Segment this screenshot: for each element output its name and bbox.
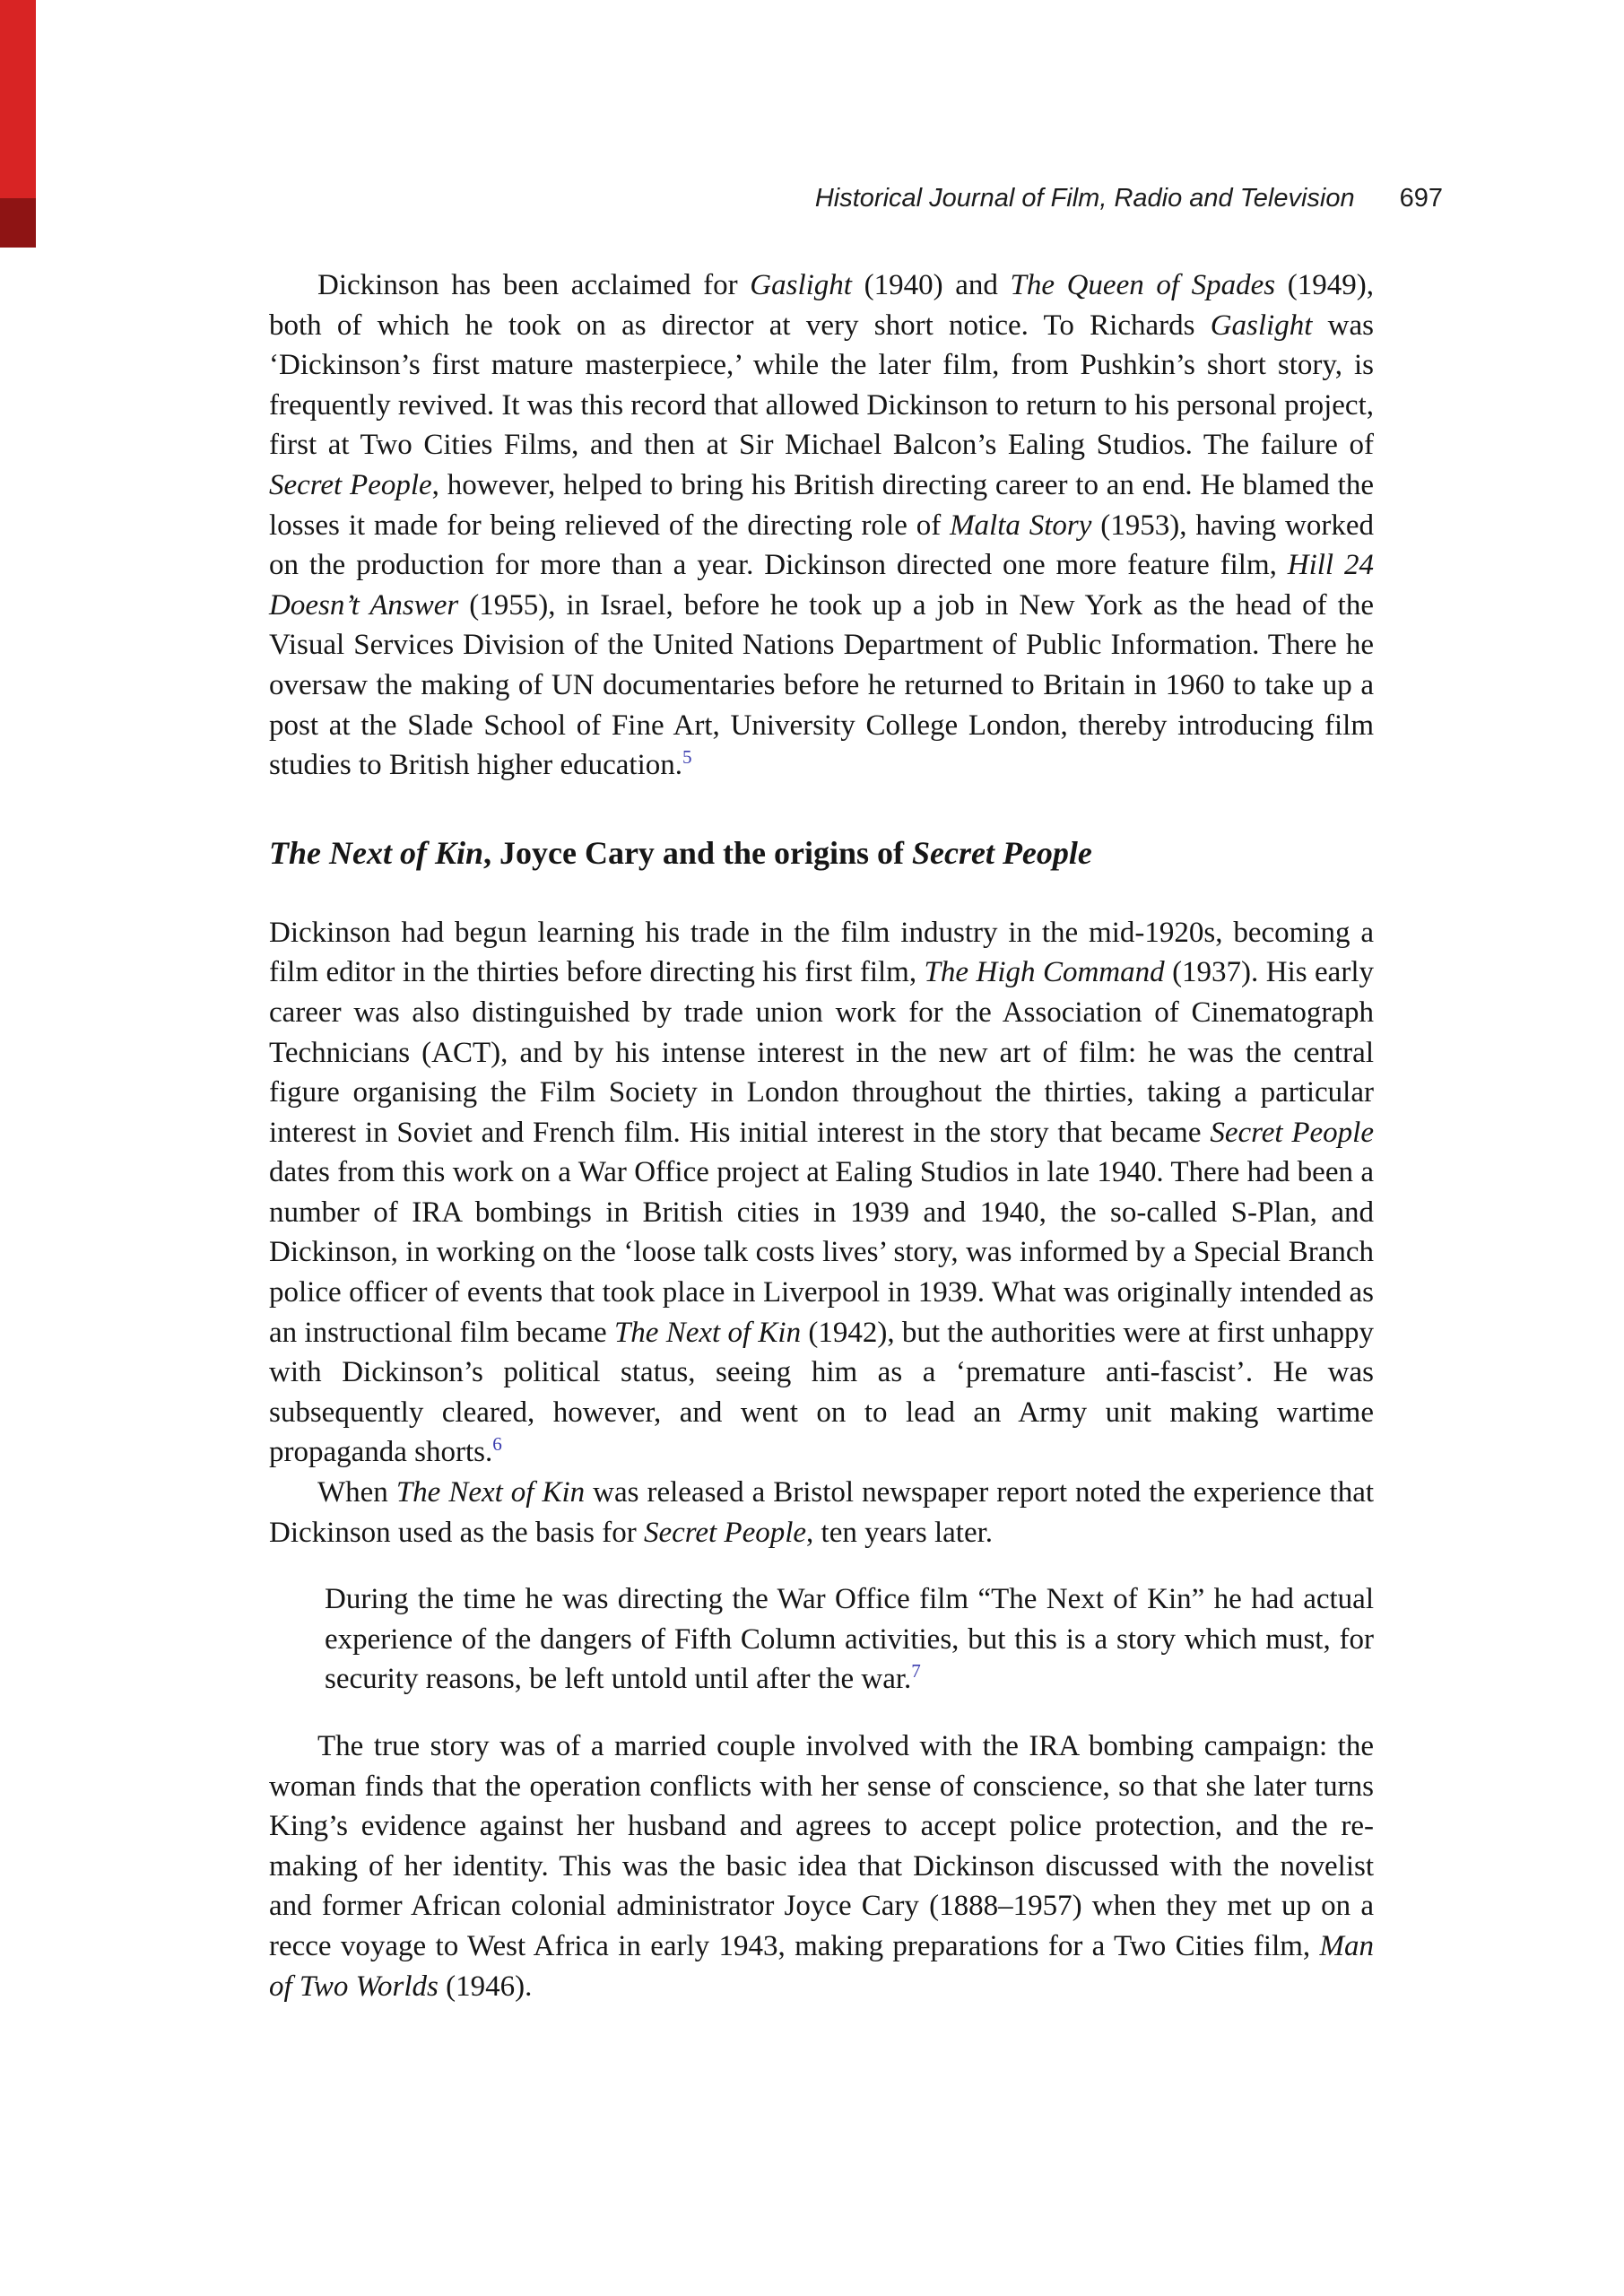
block-quote: [325, 1579, 1374, 1700]
text-run: (1955), in Israel, before he took up a job in New York as the head of the Visual Services Division of the United Nations Department of Public Information. There he oversaw the making of UN documentaries before he returned to Britain in 1960 to take up a post at the Slade School of Fine Art, University College London, thereby introducing film studies to British higher education.: [269, 588, 1374, 782]
italic-title: The Queen of Spades: [1010, 269, 1276, 301]
text-run: , Joyce Cary and the origins of: [483, 834, 912, 871]
text-run: (1949), both of which he took on as director at very short notice. To Richards: [269, 269, 1374, 342]
text-run: (1937). His early career was also distinguished by trade union work for the Association of Cinematograph Technicians (ACT), and by his intense interest in the new art of film: he was the central figure organising the Film Society in London throughout the thirties, taking a particular interest in Soviet and French film. His initial interest in the story that became: [269, 956, 1374, 1149]
italic-title: Malta Story: [950, 509, 1092, 542]
journal-title: Historical Journal of Film, Radio and Television: [814, 184, 1355, 213]
italic-title: The Next of Kin: [269, 834, 483, 871]
italic-title: Gaslight: [750, 269, 852, 301]
italic-title: Secret People: [911, 834, 1092, 871]
footnote-ref[interactable]: 5: [682, 746, 692, 769]
italic-title: Secret People: [1210, 1116, 1374, 1149]
red-bookmark-strip: [0, 0, 36, 248]
italic-title: The High Command: [924, 956, 1165, 989]
paragraph: [269, 265, 1374, 786]
text-run: was released a Bristol newspaper report noted the experience that Dickinson used as the basis for: [269, 1476, 1375, 1549]
footnote-ref[interactable]: 7: [911, 1660, 921, 1683]
page-body: [269, 265, 1374, 2006]
text-run: , however, helped to bring his British directing career to an end. He blamed the losses it made for being relieved of the directing role of: [269, 468, 1374, 542]
text-run: , ten years later.: [806, 1516, 994, 1549]
paragraph: [269, 1726, 1374, 2006]
italic-title: Hill 24 Doesn’t Answer: [269, 549, 1374, 622]
text-run: The true story was of a married couple involved with the IRA bombing campaign: the woman finds that the operation conflicts with her sense of conscience, so that she later turns King’s evidence against her husband and agrees to accept police protection, and the re-making of her identity. This was the basic idea that Dickinson discussed with the novelist and former African colonial administrator Joyce Cary (1888–1957) when they met up on a recce voyage to West Africa in early 1943, making preparations for a Two Cities film,: [269, 1730, 1374, 1962]
italic-title: Secret People: [643, 1516, 807, 1549]
text-run: dates from this work on a War Office project at Ealing Studios in late 1940. There had been a number of IRA bombings in British cities in 1939 and 1940, the so-called S-Plan, and Dickinson, in working on the ‘loose talk costs lives’ story, was informed by a Special Branch police officer of events that took place in Liverpool in 1939. What was originally intended as an instructional film became: [269, 1156, 1374, 1349]
text-run: Dickinson has been acclaimed for: [317, 269, 751, 301]
text-run: When: [317, 1476, 396, 1509]
footnote-ref[interactable]: 6: [492, 1433, 502, 1456]
italic-title: Gaslight: [1210, 309, 1313, 342]
italic-title: The Next of Kin: [395, 1476, 586, 1509]
text-run: (1940) and: [851, 269, 1011, 301]
italic-title: Secret People: [269, 468, 432, 501]
running-head: [269, 184, 1443, 213]
text-run: (1946).: [438, 1970, 533, 2003]
paragraph: [269, 913, 1374, 1473]
italic-title: Man of Two Worlds: [269, 1929, 1374, 2003]
text-run: (1953), having worked on the production for more than a year. Dickinson directed one more feature film,: [269, 509, 1375, 582]
text-run: During the time he was directing the War Office film “The Next of Kin” he had actual experience of the dangers of Fifth Column activities, but this is a story which must, for security reasons, be left untold until after the war.: [325, 1583, 1374, 1696]
text-run: Dickinson had begun learning his trade in the film industry in the mid-1920s, becoming a film editor in the thirties before directing his first film,: [269, 916, 1374, 989]
page-number: 697: [1399, 184, 1443, 213]
text-run: was ‘Dickinson’s first mature masterpiece,’ while the later film, from Pushkin’s short story, is frequently revived. It was this record that allowed Dickinson to return to his personal project, first at Two Cities Films, and then at Sir Michael Balcon’s Ealing Studios. The failure of: [269, 309, 1374, 462]
text-run: (1942), but the authorities were at first unhappy with Dickinson’s political status, seeing him as a ‘premature anti-fascist’. He was subsequently cleared, however, and went on to lead an Army unit making wartime propaganda shorts.: [269, 1316, 1374, 1469]
paragraph: [269, 1473, 1374, 1552]
section-heading: [269, 832, 1374, 874]
italic-title: The Next of Kin: [613, 1316, 802, 1349]
